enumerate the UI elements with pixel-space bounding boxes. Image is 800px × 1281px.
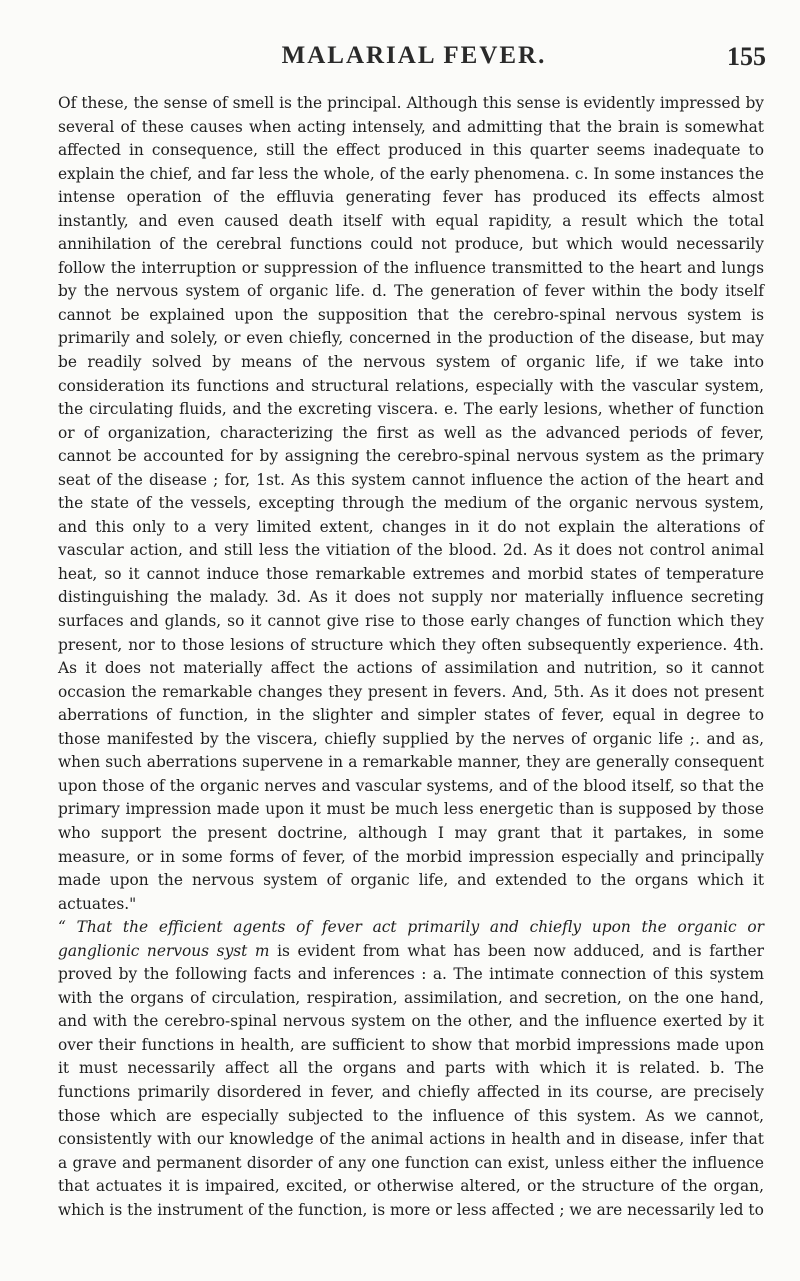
body-text [58, 92, 764, 1222]
paragraph-2-italic-lead: “ That the efficient agents of fever act primarily and chiefly upon the organic or ganglionic nervous syst m [58, 918, 764, 960]
running-head [62, 42, 766, 82]
paragraph-2 [58, 916, 764, 1222]
running-title: MALARIAL FEVER. [281, 42, 547, 69]
page-number: 155 [727, 42, 766, 71]
paragraph-2-text: is evident from what has been now adduced, and is farther proved by the following facts and inferences : a. The intimate connection of this system with the organs of circulation, respiration, assimilation, and secretion, on the one hand, and with the cerebro-spinal nervous system on the other, and the influence exerted by it over their functions in health, are sufficient to show that morbid impressions made upon it must necessarily affect all the organs and parts with which it is related. b. The functions primarily disordered in fever, and chiefly affected in its course, are precisely those which are especially subjected to the influence of this system. As we cannot, consistently with our knowledge of the animal actions in health and in disease, infer that a grave and permanent disorder of any one function can exist, unless either the influence that actuates it is impaired, excited, or otherwise altered, or the structure of the organ, which is the instrument of the function, is more or less affected ; we are necessarily led to [58, 941, 764, 1219]
paragraph-1: Of these, the sense of smell is the principal. Although this sense is evidently impressed by several of these causes when acting intensely, and admitting that the brain is somewhat affected in consequence, still the effect produced in this quarter seems inadequate to explain the chief, and far less the whole, of the early phenomena. c. In some instances the intense operation of the effluvia generating fever has produced its effects almost instantly, and even caused death itself with equal rapidity, a result which the total annihilation of the cerebral functions could not produce, but which would necessarily follow the interruption or suppression of the influence transmitted to the heart and lungs by the nervous system of organic life. d. The generation of fever within the body itself cannot be explained upon the supposition that the cerebro-spinal nervous system is primarily and solely, or even chiefly, concerned in the production of the disease, but may be readily solved by means of the nervous system of organic life, if we take into consideration its functions and structural relations, especially with the vascular system, the circulating fluids, and the excreting viscera. e. The early lesions, whether of function or of organization, characterizing the first as well as the advanced periods of fever, cannot be accounted for by assigning the cerebro-spinal nervous system as the primary seat of the disease ; for, 1st. As this system cannot influence the action of the heart and the state of the vessels, excepting through the medium of the organic nervous system, and this only to a very limited extent, changes in it do not explain the alterations of vascular action, and still less the vitiation of the blood. 2d. As it does not control animal heat, so it cannot induce those remarkable extremes and morbid states of temperature distinguishing the malady. 3d. As it does not supply nor materially influence secreting surfaces and glands, so it cannot give rise to those early changes of function which they present, nor to those lesions of structure which they often subsequently experience. 4th. As it does not materially affect the actions of assimilation and nutrition, so it cannot occasion the remarkable changes they present in fevers. And, 5th. As it does not present aberrations of function, in the slighter and simpler states of fever, equal in degree to those manifested by the viscera, chiefly supplied by the nerves of organic life ;. and as, when such aberrations supervene in a remarkable manner, they are generally consequent upon those of the organic nerves and vascular systems, and of the blood itself, so that the primary impression made upon it must be much less energetic than is supposed by those who support the present doctrine, although I may grant that it partakes, in some measure, or in some forms of fever, of the morbid impression especially and principally made upon the nervous system of organic life, and extended to the organs which it actuates." [58, 94, 764, 913]
